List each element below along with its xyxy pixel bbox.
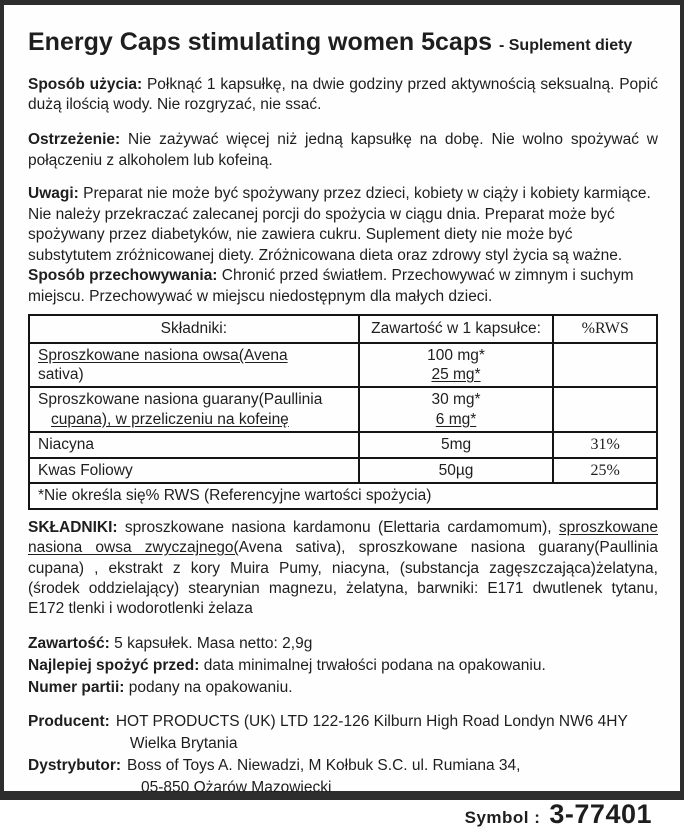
distributor-block (28, 755, 658, 799)
rws-cell: 31% (553, 432, 657, 458)
notes-paragraph: Uwagi: Preparat nie może być spożywany przez dzieci, kobiety w ciąży i kobiety karmiące. Nie należy przekraczać zalecanej porcji do spożycia w ciągu dnia. Preparat może być spożywany przez diabetyków, nie zawiera cukru. Suplement diety nie może być substytutem zróżnicowanej diety. Zróżnicowana dieta oraz zdrowy styl życia są ważne. (28, 185, 651, 264)
producer-label: Producent: (28, 712, 110, 730)
rws-cell (553, 387, 657, 431)
notes-storage-block (28, 184, 658, 307)
symbol-value: 3-77401 (549, 798, 652, 829)
amount-cell: 100 mg* 25 mg* (359, 343, 554, 387)
distributor-label: Dystrybutor: (28, 756, 122, 774)
contents-line: Zawartość: 5 kapsułek. Masa netto: 2,9g (28, 634, 313, 652)
ingredients-paragraph: SKŁADNIKI: sproszkowane nasiona kardamonu (Elettaria cardamomum), sproszkowane nasiona owsa zwyczajnego(Avena sativa), sproszkowane nasiona guarany(Paullinia cupana) , ekstrakt z kory Muira Pumy, niacyna, (substancja zagęszczająca)żelatyna, (środek oddzielający) stearynian magnezu, żelatyna, barwniki: E171 dwutlenek tytanu, E172 tlenki i wodorotlenki żelaza (28, 518, 659, 618)
storage-paragraph: Sposób przechowywania: Chronić przed światłem. Przechowywać w zimnym i suchym miejscu. Przechowywać w miejscu niedostępnym dla małych dzieci. (28, 267, 634, 305)
batch-number-line: Numer partii: podany na opakowaniu. (28, 678, 293, 696)
table-footnote: *Nie określa się% RWS (Referencyjne wartości spożycia) (29, 483, 657, 508)
producer-distributor-block (28, 711, 658, 799)
header-rws: %RWS (553, 315, 657, 343)
usage-paragraph: Sposób użycia: Połknąć 1 kapsułkę, na dwie godziny przed aktywnością seksualną. Popić dużą ilością wody. Nie rozgryzać, nie ssać. (28, 75, 658, 113)
table-row (29, 432, 657, 458)
table-row (29, 387, 657, 431)
ingredient-cell: Sproszkowane nasiona guarany(Paullinia cupana), w przeliczeniu na kofeinę (29, 387, 359, 431)
symbol-label: Symbol : (464, 807, 541, 827)
nutrition-table-body (29, 343, 657, 484)
amount-cell: 30 mg* 6 mg* (359, 387, 554, 431)
table-row (29, 458, 657, 484)
distributor-address-line2: 05-850 Ożarów Mazowiecki (141, 778, 332, 796)
product-subtitle: - Suplement diety (498, 37, 633, 54)
best-before-line: Najlepiej spożyć przed: data minimalnej trwałości podana na opakowaniu. (28, 656, 546, 674)
nutrition-table (28, 314, 658, 510)
rws-cell: 25% (553, 458, 657, 484)
producer-address-line2: Wielka Brytania (129, 734, 238, 752)
amount-cell: 5mg (359, 432, 554, 458)
amount-cell: 50µg (359, 458, 554, 484)
producer-address-line1: HOT PRODUCTS (UK) LTD 122-126 Kilburn High Road Londyn NW6 4HY (115, 712, 628, 730)
package-info-block (28, 633, 658, 699)
warning-paragraph: Ostrzeżenie: Nie zażywać więcej niż jedną kapsułkę na dobę. Nie wolno spożywać w połączeniu z alkoholem lub kofeiną. (28, 131, 658, 169)
table-footnote-row (29, 483, 657, 508)
ingredient-cell: Kwas Foliowy (29, 458, 359, 484)
rws-cell (553, 343, 657, 387)
symbol-row (28, 799, 658, 840)
header-amount: Zawartość w 1 kapsułce: (359, 315, 554, 343)
ingredient-cell: Sproszkowane nasiona owsa(Avena sativa) (29, 343, 359, 387)
distributor-address (127, 755, 520, 799)
product-name: Energy Caps stimulating women 5caps (28, 28, 493, 56)
distributor-address-line1: Boss of Toys A. Niewadzi, M Kołbuk S.C. ul. Rumiana 34, (127, 756, 521, 774)
header-ingredients: Składniki: (29, 315, 359, 343)
producer-block (28, 711, 658, 755)
table-header-row (29, 315, 657, 343)
ingredient-cell: Niacyna (29, 432, 359, 458)
table-row (29, 343, 657, 387)
page-title (28, 29, 658, 57)
producer-address (116, 711, 628, 755)
